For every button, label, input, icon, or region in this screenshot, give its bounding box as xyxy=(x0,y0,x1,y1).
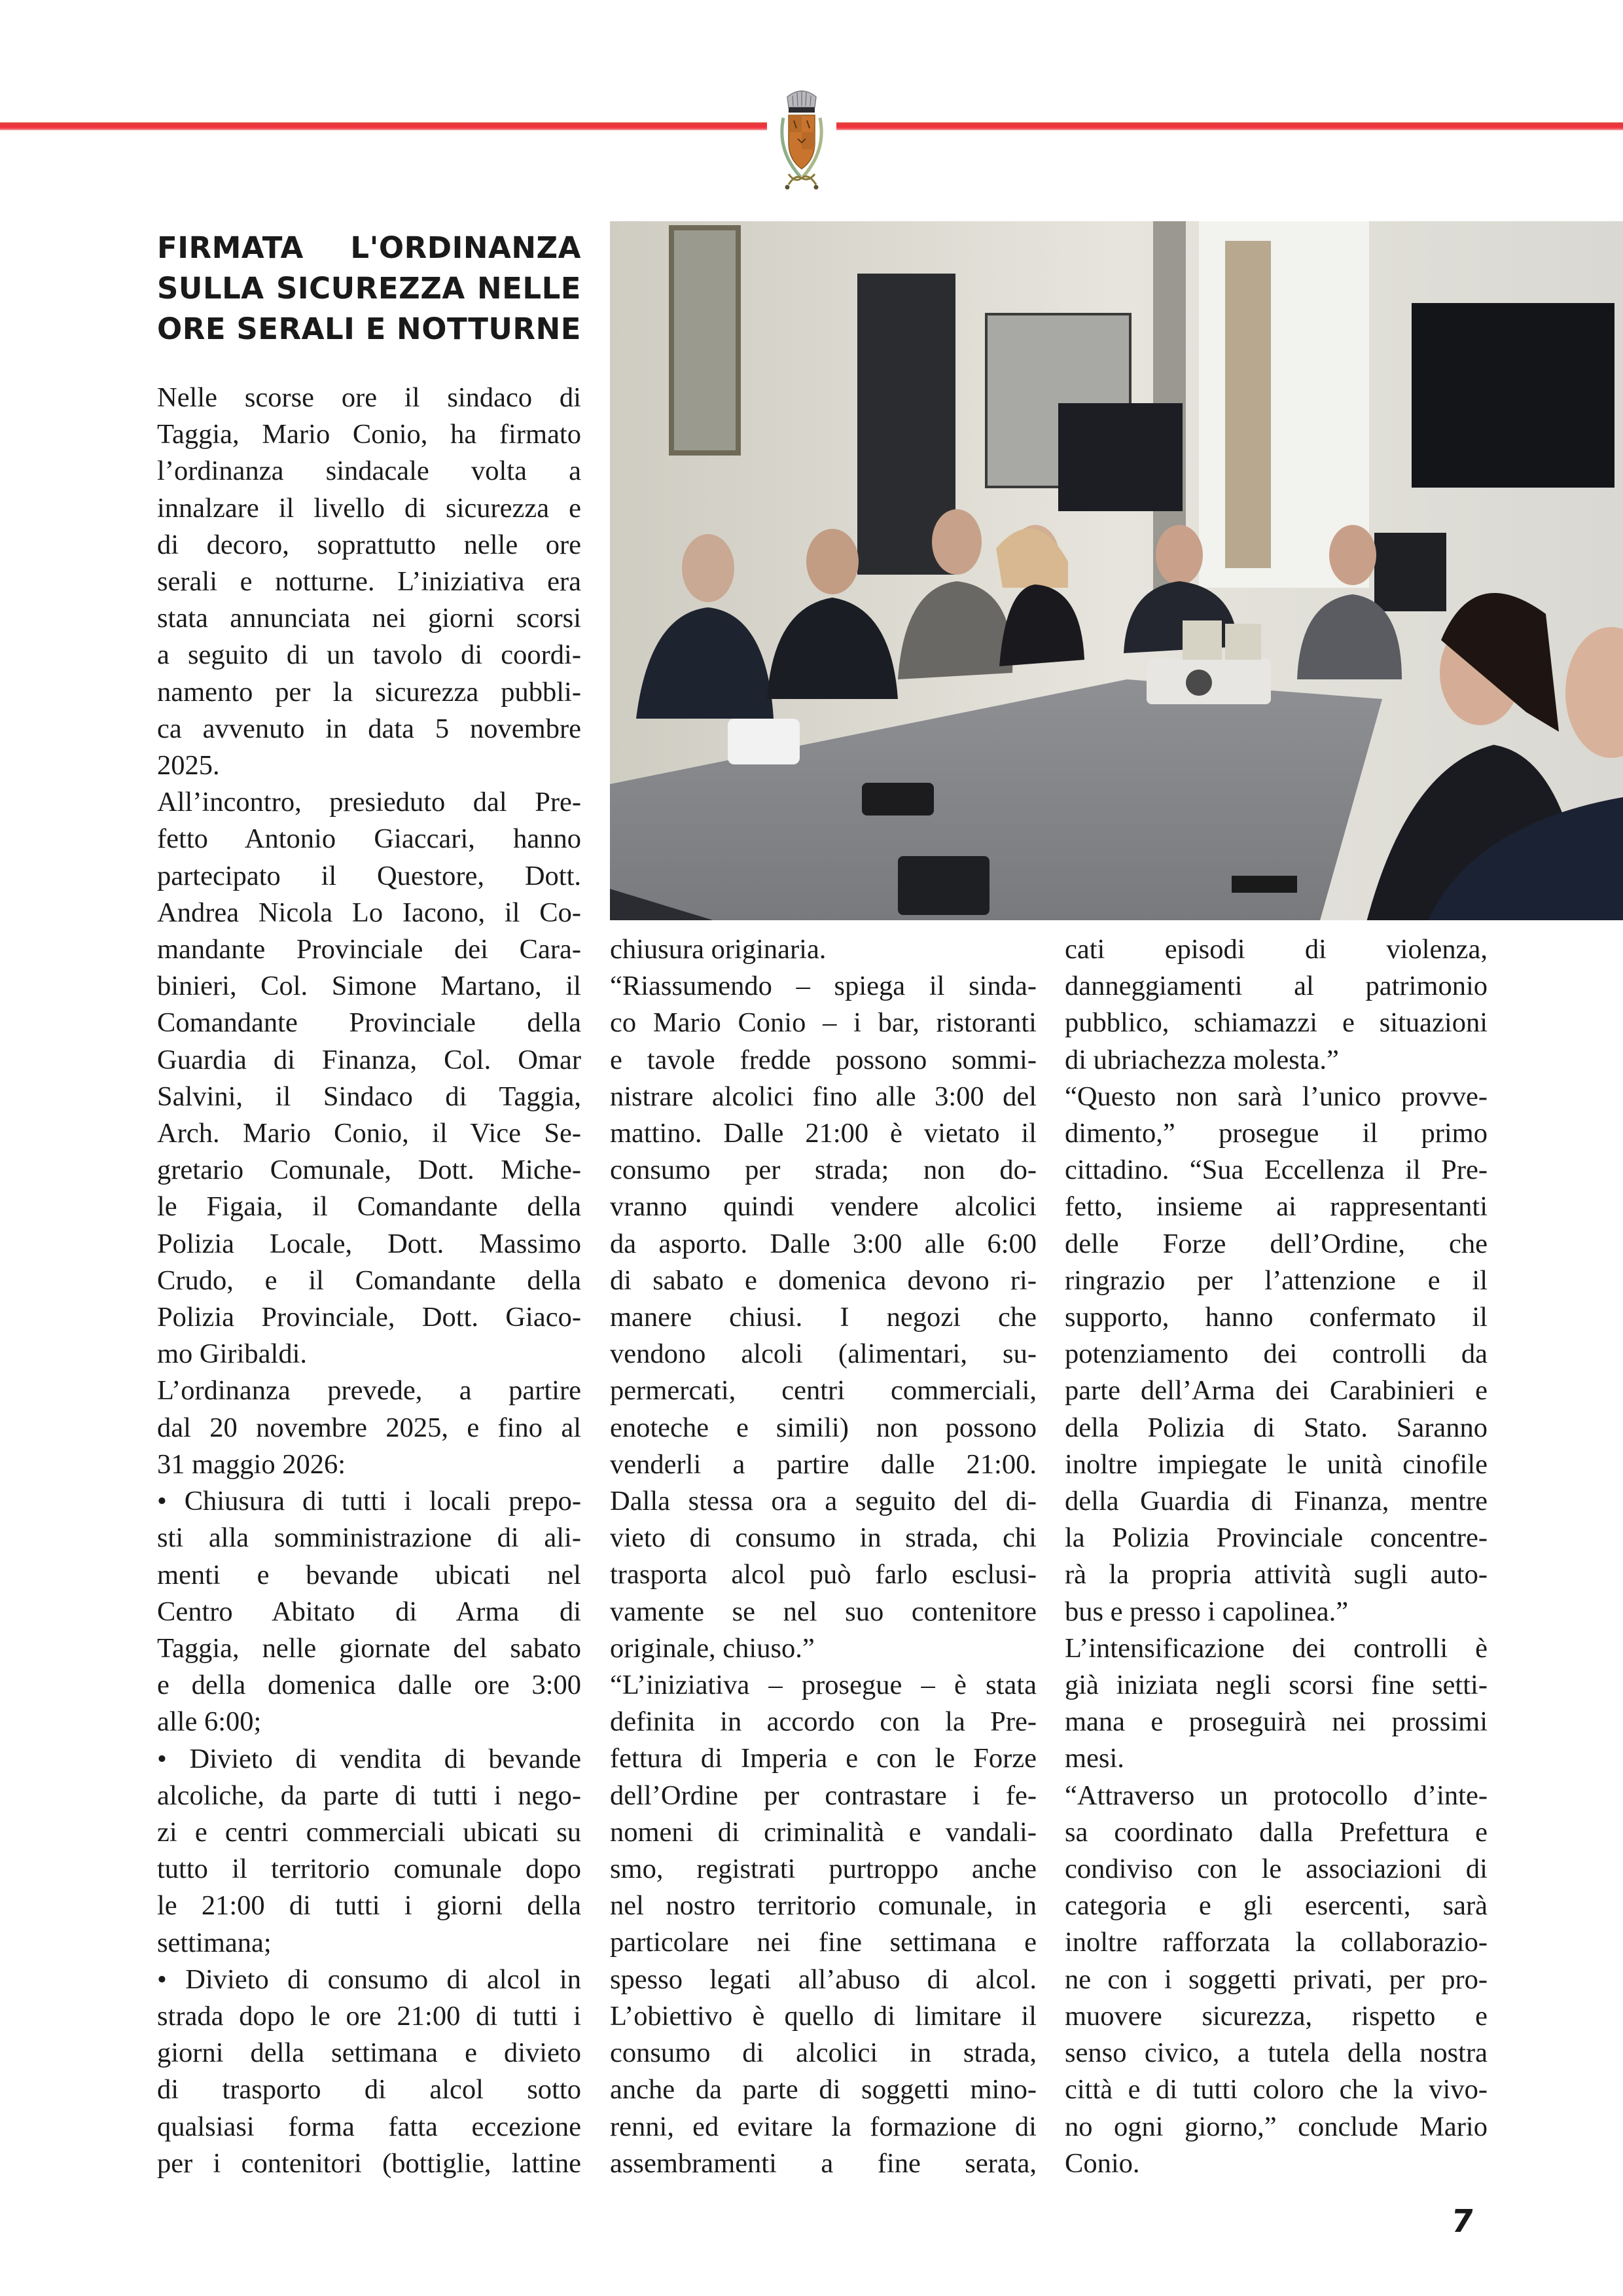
article-text-line: sti alla somministrazione di ali- xyxy=(157,1522,581,1554)
article-text-line: partecipato il Questore, Dott. xyxy=(157,860,581,891)
article-text-line: giorni della settimana e divieto xyxy=(157,2037,581,2069)
article-column-1 xyxy=(157,380,581,2182)
article-text-line: le Figaia, il Comandante della xyxy=(157,1191,581,1223)
article-text-line: mana e proseguirà nei prossimi xyxy=(1065,1706,1488,1738)
article-text-line: 2025. xyxy=(157,750,220,781)
article-text-line: cittadino. “Sua Eccellenza il Pre- xyxy=(1065,1155,1488,1186)
article-text-line: fetto Antonio Giaccari, hanno xyxy=(157,823,581,855)
article-text-line: di decoro, soprattutto nelle ore xyxy=(157,529,581,560)
article-text-line: • Divieto di vendita di bevande xyxy=(157,1743,581,1774)
article-text-line: venderli a partire dalle 21:00. xyxy=(610,1448,1037,1480)
article-text-line: binieri, Col. Simone Martano, il xyxy=(157,971,581,1002)
page-number: 7 xyxy=(1449,2203,1476,2240)
article-text-line: di sabato e domenica devono ri- xyxy=(610,1265,1037,1296)
headline-line: FIRMATA L'ORDINANZA xyxy=(157,230,581,265)
article-text-line: alle 6:00; xyxy=(157,1706,262,1738)
meeting-photo-illustration xyxy=(610,221,1623,920)
header-rule-right xyxy=(836,122,1623,130)
article-text-line: sa coordinato dalla Prefettura e xyxy=(1065,1816,1488,1848)
article-column-3 xyxy=(1065,931,1488,2182)
article-text-line: città e di tutti coloro che la vivo- xyxy=(1065,2074,1488,2106)
article-text-line: supporto, hanno confermato il xyxy=(1065,1302,1488,1333)
article-text-line: All’incontro, presieduto dal Pre- xyxy=(157,787,581,818)
article-text-line: particolare nei fine settimana e xyxy=(610,1927,1037,1958)
article-text-line: dimento,” prosegue il primo xyxy=(1065,1118,1488,1149)
article-text-line: da asporto. Dalle 3:00 alle 6:00 xyxy=(610,1228,1037,1259)
article-text-line: Taggia, nelle giornate del sabato xyxy=(157,1632,581,1664)
article-text-line: della Polizia di Stato. Saranno xyxy=(1065,1412,1488,1443)
article-text-line: di trasporto di alcol sotto xyxy=(157,2074,581,2106)
article-text-line: innalzare il livello di sicurezza e xyxy=(157,492,581,524)
article-text-line: e della domenica dalle ore 3:00 xyxy=(157,1670,581,1701)
article-text-line: permercati, centri commerciali, xyxy=(610,1375,1037,1407)
article-text-line: trasporta alcol può farlo esclusi- xyxy=(610,1559,1037,1590)
article-text-line: già iniziata negli scorsi fine setti- xyxy=(1065,1670,1488,1701)
article-text-line: rà la propria attività sugli auto- xyxy=(1065,1559,1488,1590)
article-text-line: mandante Provinciale dei Cara- xyxy=(157,934,581,965)
article-text-line: Nelle scorse ore il sindaco di xyxy=(157,382,581,413)
article-text-line: delle Forze dell’Ordine, che xyxy=(1065,1228,1488,1259)
article-text-line: 31 maggio 2026: xyxy=(157,1448,346,1480)
article-text-line: parte dell’Arma dei Carabinieri e xyxy=(1065,1375,1488,1407)
article-text-line: vieto di consumo in strada, chi xyxy=(610,1522,1037,1554)
article-text-line: consumo di alcolici in strada, xyxy=(610,2037,1037,2069)
article-text-line: Polizia Provinciale, Dott. Giaco- xyxy=(157,1302,581,1333)
article-text-line: renni, ed evitare la formazione di xyxy=(610,2111,1037,2142)
article-text-line: mattino. Dalle 21:00 è vietato il xyxy=(610,1118,1037,1149)
article-text-line: senso civico, a tutela della nostra xyxy=(1065,2037,1488,2069)
article-text-line: Guardia di Finanza, Col. Omar xyxy=(157,1044,581,1075)
article-text-line: L’intensificazione dei controlli è xyxy=(1065,1632,1488,1664)
article-text-line: “Questo non sarà l’unico provve- xyxy=(1065,1081,1488,1112)
article-text-line: nistrare alcolici fino alle 3:00 del xyxy=(610,1081,1037,1112)
article-text-line: • Chiusura di tutti i locali prepo- xyxy=(157,1486,581,1517)
header-rule-left xyxy=(0,122,767,130)
article-text-line: definita in accordo con la Pre- xyxy=(610,1706,1037,1738)
article-text-line: nel nostro territorio comunale, in xyxy=(610,1890,1037,1922)
article-text-line: stata annunciata nei giorni scorsi xyxy=(157,603,581,634)
article-text-line: ca avvenuto in data 5 novembre xyxy=(157,713,581,744)
article-text-line: namento per la sicurezza pubbli- xyxy=(157,676,581,708)
article-text-line: co Mario Conio – i bar, ristoranti xyxy=(610,1007,1037,1039)
article-text-line: l’ordinanza sindacale volta a xyxy=(157,456,581,487)
article-text-line: vranno quindi vendere alcolici xyxy=(610,1191,1037,1223)
article-text-line: “Attraverso un protocollo d’inte- xyxy=(1065,1780,1488,1811)
article-text-line: mesi. xyxy=(1065,1743,1124,1774)
article-text-line: bus e presso i capolinea.” xyxy=(1065,1596,1349,1627)
article-text-line: Polizia Locale, Dott. Massimo xyxy=(157,1228,581,1259)
article-text-line: potenziamento dei controlli da xyxy=(1065,1338,1488,1370)
article-text-line: anche da parte di soggetti mino- xyxy=(610,2074,1037,2106)
article-text-line: L’ordinanza prevede, a partire xyxy=(157,1375,581,1407)
article-text-line: pubblico, schiamazzi e situazioni xyxy=(1065,1007,1488,1039)
article-text-line: assembramenti a fine serata, xyxy=(610,2147,1037,2179)
article-text-line: Taggia, Mario Conio, ha firmato xyxy=(157,419,581,450)
article-text-line: le 21:00 di tutti i giorni della xyxy=(157,1890,581,1922)
article-text-line: categoria e gli esercenti, sarà xyxy=(1065,1890,1488,1922)
article-text-line: settimana; xyxy=(157,1927,272,1958)
article-text-line: Centro Abitato di Arma di xyxy=(157,1596,581,1627)
article-text-line: muovere sicurezza, rispetto e xyxy=(1065,2000,1488,2032)
article-text-line: dal 20 novembre 2025, e fino al xyxy=(157,1412,581,1443)
article-text-line: Salvini, il Sindaco di Taggia, xyxy=(157,1081,581,1112)
article-text-line: inoltre rafforzata la collaborazio- xyxy=(1065,1927,1488,1958)
article-text-line: enoteche e simili) non possono xyxy=(610,1412,1037,1443)
article-text-line: della Guardia di Finanza, mentre xyxy=(1065,1486,1488,1517)
article-text-line: no ogni giorno,” conclude Mario xyxy=(1065,2111,1488,2142)
article-text-line: di ubriachezza molesta.” xyxy=(1065,1044,1339,1075)
article-text-line: strada dopo le ore 21:00 di tutti i xyxy=(157,2000,581,2032)
article-text-line: menti e bevande ubicati nel xyxy=(157,1559,581,1590)
headline-line: SULLA SICUREZZA NELLE xyxy=(157,271,581,306)
article-text-line: fetto, insieme ai rappresentanti xyxy=(1065,1191,1488,1223)
article-text-line: danneggiamenti al patrimonio xyxy=(1065,971,1488,1002)
article-text-line: la Polizia Provinciale concentre- xyxy=(1065,1522,1488,1554)
article-text-line: cati episodi di violenza, xyxy=(1065,934,1488,965)
article-text-line: “Riassumendo – spiega il sinda- xyxy=(610,971,1037,1002)
article-text-line: mo Giribaldi. xyxy=(157,1338,307,1370)
article-text-line: dell’Ordine per contrastare i fe- xyxy=(610,1780,1037,1811)
article-text-line: e tavole fredde possono sommi- xyxy=(610,1044,1037,1075)
article-text-line: Arch. Mario Conio, il Vice Se- xyxy=(157,1118,581,1149)
article-text-line: • Divieto di consumo di alcol in xyxy=(157,1964,581,1995)
article-text-line: fettura di Imperia e con le Forze xyxy=(610,1743,1037,1774)
municipal-coat-of-arms-icon xyxy=(769,79,834,196)
article-text-line: smo, registrati purtroppo anche xyxy=(610,1854,1037,1885)
article-text-line: Crudo, e il Comandante della xyxy=(157,1265,581,1296)
meeting-photo xyxy=(610,221,1623,920)
article-text-line: originale, chiuso.” xyxy=(610,1632,815,1664)
article-text-line: chiusura originaria. xyxy=(610,934,827,965)
article-text-line: alcoliche, da parte di tutti i nego- xyxy=(157,1780,581,1811)
article-text-line: Conio. xyxy=(1065,2147,1140,2179)
article-column-2 xyxy=(610,931,1037,2182)
article-text-line: a seguito di un tavolo di coordi- xyxy=(157,639,581,671)
article-text-line: condiviso con le associazioni di xyxy=(1065,1854,1488,1885)
article-text-line: qualsiasi forma fatta eccezione xyxy=(157,2111,581,2142)
article-text-line: inoltre impiegate le unità cinofile xyxy=(1065,1448,1488,1480)
article-text-line: Comandante Provinciale della xyxy=(157,1007,581,1039)
article-text-line: nomeni di criminalità e vandali- xyxy=(610,1816,1037,1848)
article-text-line: spesso legati all’abuso di alcol. xyxy=(610,1964,1037,1995)
article-headline xyxy=(157,228,581,350)
article-text-line: zi e centri commerciali ubicati su xyxy=(157,1816,581,1848)
article-text-line: consumo per strada; non do- xyxy=(610,1155,1037,1186)
article-text-line: serali e notturne. L’iniziativa era xyxy=(157,566,581,598)
article-text-line: manere chiusi. I negozi che xyxy=(610,1302,1037,1333)
article-text-line: “L’iniziativa – prosegue – è stata xyxy=(610,1670,1037,1701)
article-text-line: ringrazio per l’attenzione e il xyxy=(1065,1265,1488,1296)
headline-line: ORE SERALI E NOTTURNE xyxy=(157,312,581,346)
article-text-line: Andrea Nicola Lo Iacono, il Co- xyxy=(157,897,581,928)
article-text-line: Dalla stessa ora a seguito del di- xyxy=(610,1486,1037,1517)
article-text-line: gretario Comunale, Dott. Miche- xyxy=(157,1155,581,1186)
article-text-line: L’obiettivo è quello di limitare il xyxy=(610,2000,1037,2032)
article-text-line: tutto il territorio comunale dopo xyxy=(157,1854,581,1885)
article-text-line: vendono alcoli (alimentari, su- xyxy=(610,1338,1037,1370)
article-text-line: vamente se nel suo contenitore xyxy=(610,1596,1037,1627)
article-text-line: ne con i soggetti privati, per pro- xyxy=(1065,1964,1488,1995)
article-text-line: per i contenitori (bottiglie, lattine xyxy=(157,2147,581,2179)
